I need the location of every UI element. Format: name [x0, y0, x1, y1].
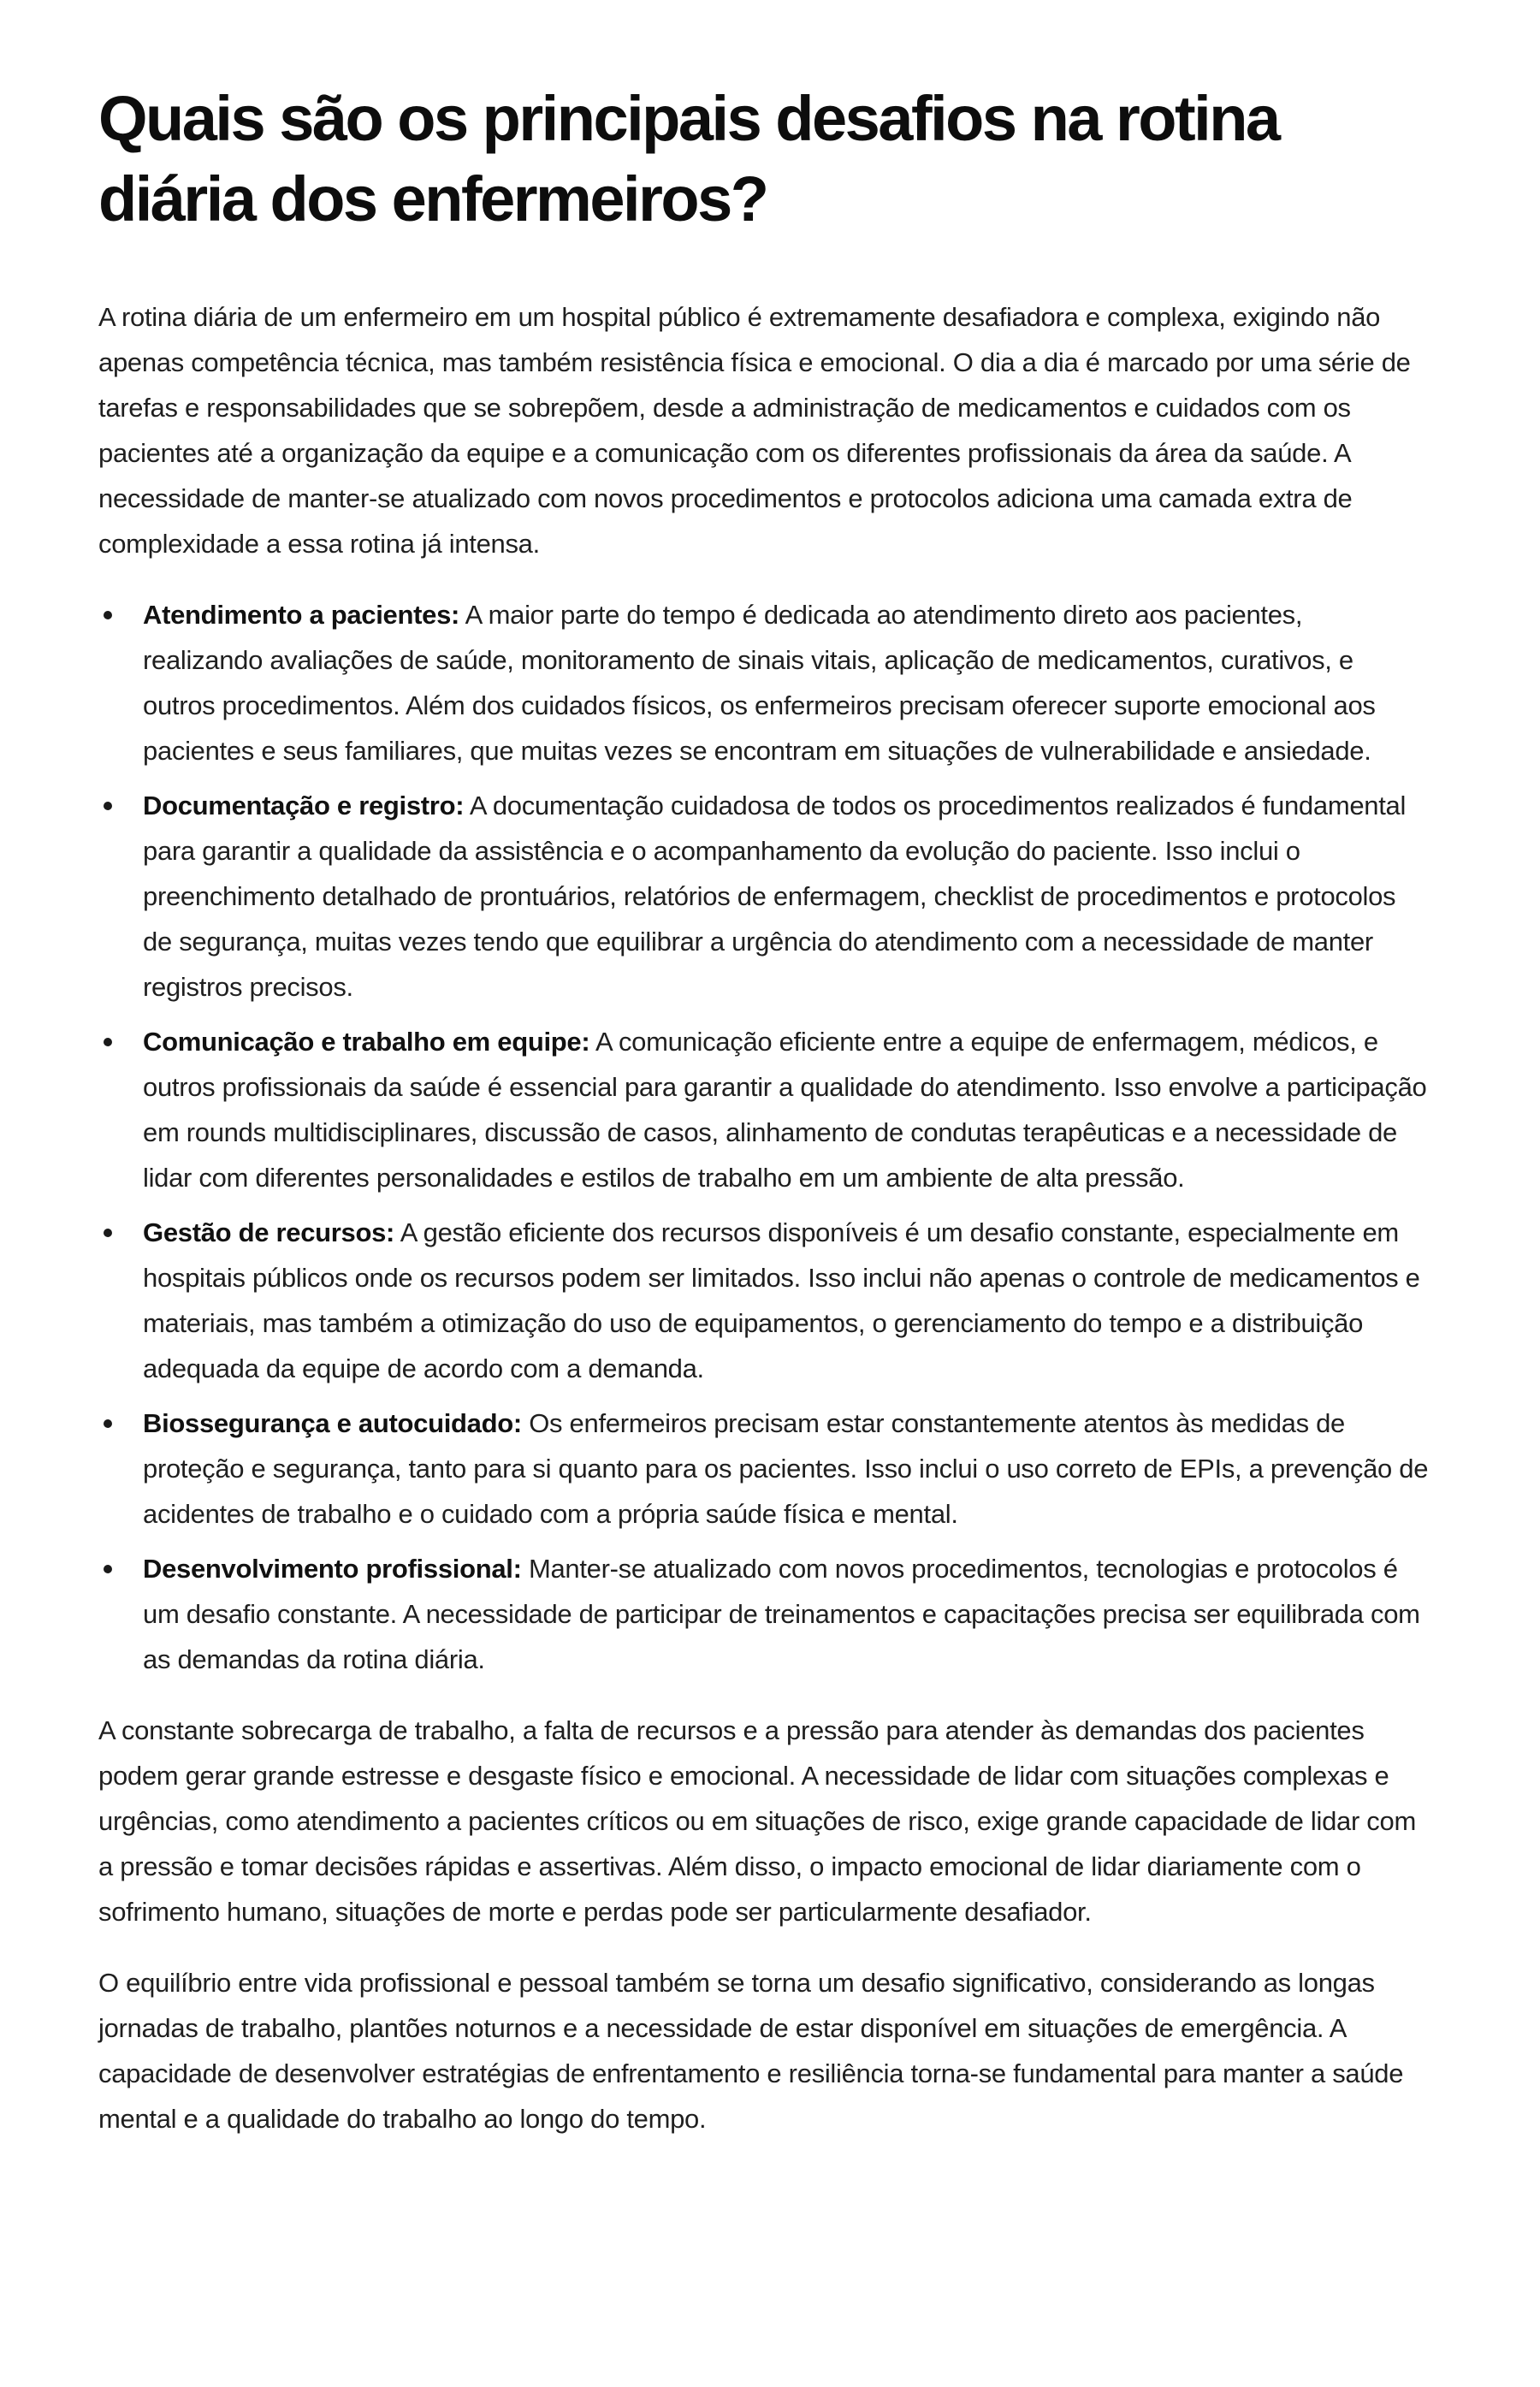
bullet-icon	[104, 802, 112, 810]
closing-paragraph: O equilíbrio entre vida profissional e pessoal também se torna um desafio significativo, considerando as longas jornadas de trabalho, plantões noturnos e a necessidade de estar disponível em situações de emergência. A capacidade de desenvolver estratégias de enfrentamento e resiliência torna-se fundamental para manter a saúde mental e a qualidade do trabalho ao longo do tempo.	[98, 1968, 1404, 2134]
list-item	[98, 1210, 1429, 1391]
bullet-icon	[104, 1229, 112, 1237]
list-item-text: A gestão eficiente dos recursos disponíveis é um desafio constante, especialmente em hospitais públicos onde os recursos podem ser limitados. Isso inclui não apenas o controle de medicamentos e materiais, mas também a otimização do uso de equipamentos, o gerenciamento do tempo e a distribuição adequada da equipe de acordo com a demanda.	[143, 1217, 1420, 1383]
intro-paragraph: A rotina diária de um enfermeiro em um hospital público é extremamente desafiadora e complexa, exigindo não apenas competência técnica, mas também resistência física e emocional. O dia a dia é marcado por uma série de tarefas e responsabilidades que se sobrepõem, desde a administração de medicamentos e cuidados com os pacientes até a organização da equipe e a comunicação com os diferentes profissionais da área da saúde. A necessidade de manter-se atualizado com novos procedimentos e protocolos adiciona uma camada extra de complexidade a essa rotina já intensa.	[98, 302, 1411, 559]
bullet-icon	[104, 1419, 112, 1428]
challenges-list	[98, 592, 1429, 1682]
bullet-icon	[104, 1038, 112, 1046]
list-item-label: Biossegurança e autocuidado:	[143, 1408, 522, 1438]
list-item-text: Manter-se atualizado com novos procedimentos, tecnologias e protocolos é um desafio constante. A necessidade de participar de treinamentos e capacitações precisa ser equilibrada com as demandas da rotina diária.	[143, 1554, 1420, 1674]
list-item-label: Atendimento a pacientes:	[143, 600, 460, 630]
closing-paragraph: A constante sobrecarga de trabalho, a falta de recursos e a pressão para atender às demandas dos pacientes podem gerar grande estresse e desgaste físico e emocional. A necessidade de lidar com situações complexas e urgências, como atendimento a pacientes críticos ou em situações de risco, exige grande capacidade de lidar com a pressão e tomar decisões rápidas e assertivas. Além disso, o impacto emocional de lidar diariamente com o sofrimento humano, situações de morte e perdas pode ser particularmente desafiador.	[98, 1715, 1416, 1927]
list-item	[98, 783, 1429, 1010]
list-item-label: Documentação e registro:	[143, 791, 465, 820]
list-item	[98, 592, 1429, 773]
list-item-label: Comunicação e trabalho em equipe:	[143, 1027, 590, 1057]
list-item-text: A comunicação eficiente entre a equipe de enfermagem, médicos, e outros profissionais da saúde é essencial para garantir a qualidade do atendimento. Isso envolve a participação em rounds multidisciplinares, discussão de casos, alinhamento de condutas terapêuticas e a necessidade de lidar com diferentes personalidades e estilos de trabalho em um ambiente de alta pressão.	[143, 1027, 1427, 1193]
bullet-icon	[104, 611, 112, 619]
list-item	[98, 1401, 1429, 1537]
list-item-text: A maior parte do tempo é dedicada ao atendimento direto aos pacientes, realizando avaliações de saúde, monitoramento de sinais vitais, aplicação de medicamentos, curativos, e outros procedimentos. Além dos cuidados físicos, os enfermeiros precisam oferecer suporte emocional aos pacientes e seus familiares, que muitas vezes se encontram em situações de vulnerabilidade e ansiedade.	[143, 600, 1376, 766]
list-item-text: Os enfermeiros precisam estar constantemente atentos às medidas de proteção e segurança, tanto para si quanto para os pacientes. Isso inclui o uso correto de EPIs, a prevenção de acidentes de trabalho e o cuidado com a própria saúde física e mental.	[143, 1408, 1429, 1529]
list-item-label: Desenvolvimento profissional:	[143, 1554, 522, 1584]
list-item-text: A documentação cuidadosa de todos os procedimentos realizados é fundamental para garantir a qualidade da assistência e o acompanhamento da evolução do paciente. Isso inclui o preenchimento detalhado de prontuários, relatórios de enfermagem, checklist de procedimentos e protocolos de segurança, muitas vezes tendo que equilibrar a urgência do atendimento com a necessidade de manter registros precisos.	[143, 791, 1407, 1002]
list-item	[98, 1019, 1429, 1200]
list-item-label: Gestão de recursos:	[143, 1217, 395, 1247]
page-title: Quais são os principais desafios na rotina diária dos enfermeiros?	[98, 83, 1279, 234]
bullet-icon	[104, 1565, 112, 1573]
list-item	[98, 1546, 1429, 1682]
